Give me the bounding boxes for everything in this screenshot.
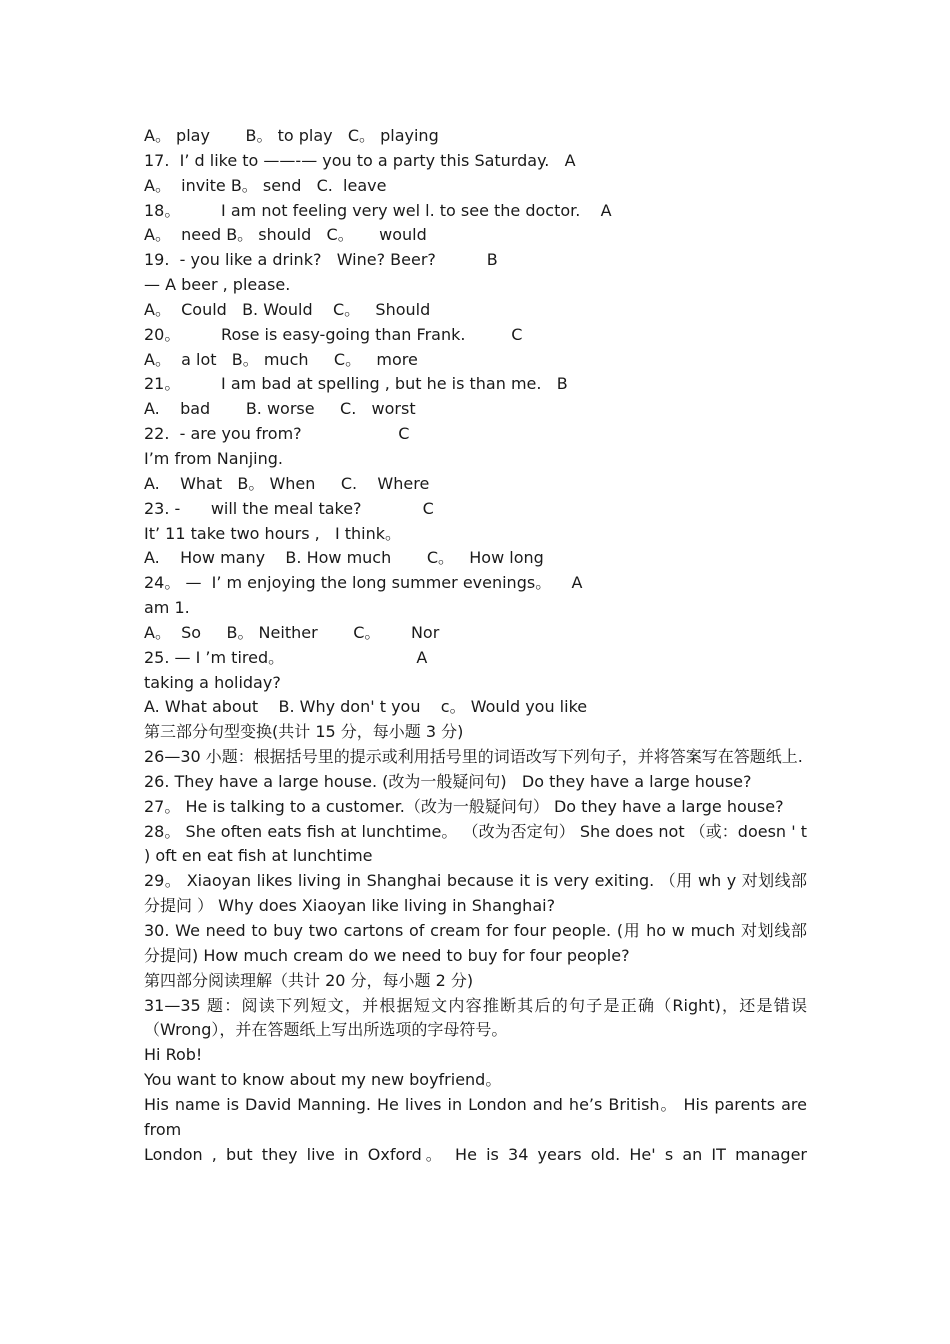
document-page	[144, 124, 807, 1167]
text-paragraph: 28。 She often eats fish at lunchtime。 （改为否定句） She does not （或：doesn ' t ) oft en eat fish at lunchtime	[144, 821, 807, 866]
text-line: 26. They have a large house. (改为一般疑问句) Do they have a large house?	[144, 771, 752, 791]
text-line: 24。 — I’ m enjoying the long summer evenings。 A	[144, 573, 583, 593]
text-paragraph: 27。 He is talking to a customer.（改为一般疑问句） Do they have a large house?	[144, 796, 784, 816]
text-line: 25. — I ’m tired。 A	[144, 647, 428, 667]
text-line: A。 So B。 Neither C。 Nor	[144, 622, 440, 642]
text-line: 21。 I am bad at spelling , but he is than me. B	[144, 374, 568, 394]
text-paragraph: 30. We need to buy two cartons of cream for four people. (用 ho w much 对划线部分提问) How much cream do we need to buy for four people?	[144, 921, 807, 965]
text-line: I’m from Nanjing.	[144, 448, 283, 468]
text-paragraph: 26—30 小题：根据括号里的提示或利用括号里的词语改写下列句子，并将答案写在答题纸上.	[144, 747, 803, 767]
text-line: — A beer , please.	[144, 275, 291, 295]
text-line: A。 play B。 to play C。 playing	[144, 126, 439, 145]
text-line: 第四部分阅读理解（共计 20 分，每小题 2 分)	[144, 970, 474, 990]
text-line: 18。 I am not feeling very wel l. to see the doctor. A	[144, 200, 612, 220]
text-line: A. What B。 When C. Where	[144, 473, 430, 493]
text-line: 22. - are you from? C	[144, 424, 410, 444]
text-line: 17. I’ d like to ——-— you to a party this Saturday. A	[144, 150, 576, 170]
text-line: taking a holiday?	[144, 672, 281, 692]
text-paragraph: London , but they live in Oxford。 He is 34 years old. He' s an IT manager	[144, 1144, 807, 1164]
text-line: Hi Rob!	[144, 1045, 203, 1065]
text-line: A。 a lot B。 much C。 more	[144, 349, 418, 369]
text-line: It’ 11 take two hours , I think。	[144, 523, 402, 543]
text-line: A. What about B. Why don' t you c。 Would you like	[144, 697, 588, 717]
text-line: A. bad B. worse C. worst	[144, 399, 416, 419]
text-line: 23. - will the meal take? C	[144, 498, 434, 518]
text-line: A。 Could B. Would C。 Should	[144, 299, 431, 319]
text-line: A。 need B。 should C。 would	[144, 225, 427, 245]
text-line: You want to know about my new boyfriend。	[144, 1070, 502, 1090]
text-line: am 1.	[144, 598, 190, 618]
text-line: 20。 Rose is easy-going than Frank. C	[144, 324, 523, 344]
text-paragraph: 29。 Xiaoyan likes living in Shanghai because it is very exiting. （用 wh y 对划线部分提问 ） Why does Xiaoyan like living in Shanghai?	[144, 871, 807, 916]
text-line: 19. - you like a drink? Wine? Beer? B	[144, 250, 498, 270]
text-line: 第三部分句型变换(共计 15 分，每小题 3 分)	[144, 722, 464, 742]
text-line: A. How many B. How much C。 How long	[144, 548, 544, 568]
text-paragraph: His name is David Manning. He lives in London and he’s British。 His parents are from	[144, 1094, 807, 1139]
text-paragraph: 31—35 题：阅读下列短文，并根据短文内容推断其后的句子是正确（Right)，还是错误（Wrong），并在答题纸上写出所选项的字母符号。	[144, 995, 807, 1040]
text-line: A。 invite B。 send C. leave	[144, 175, 387, 195]
